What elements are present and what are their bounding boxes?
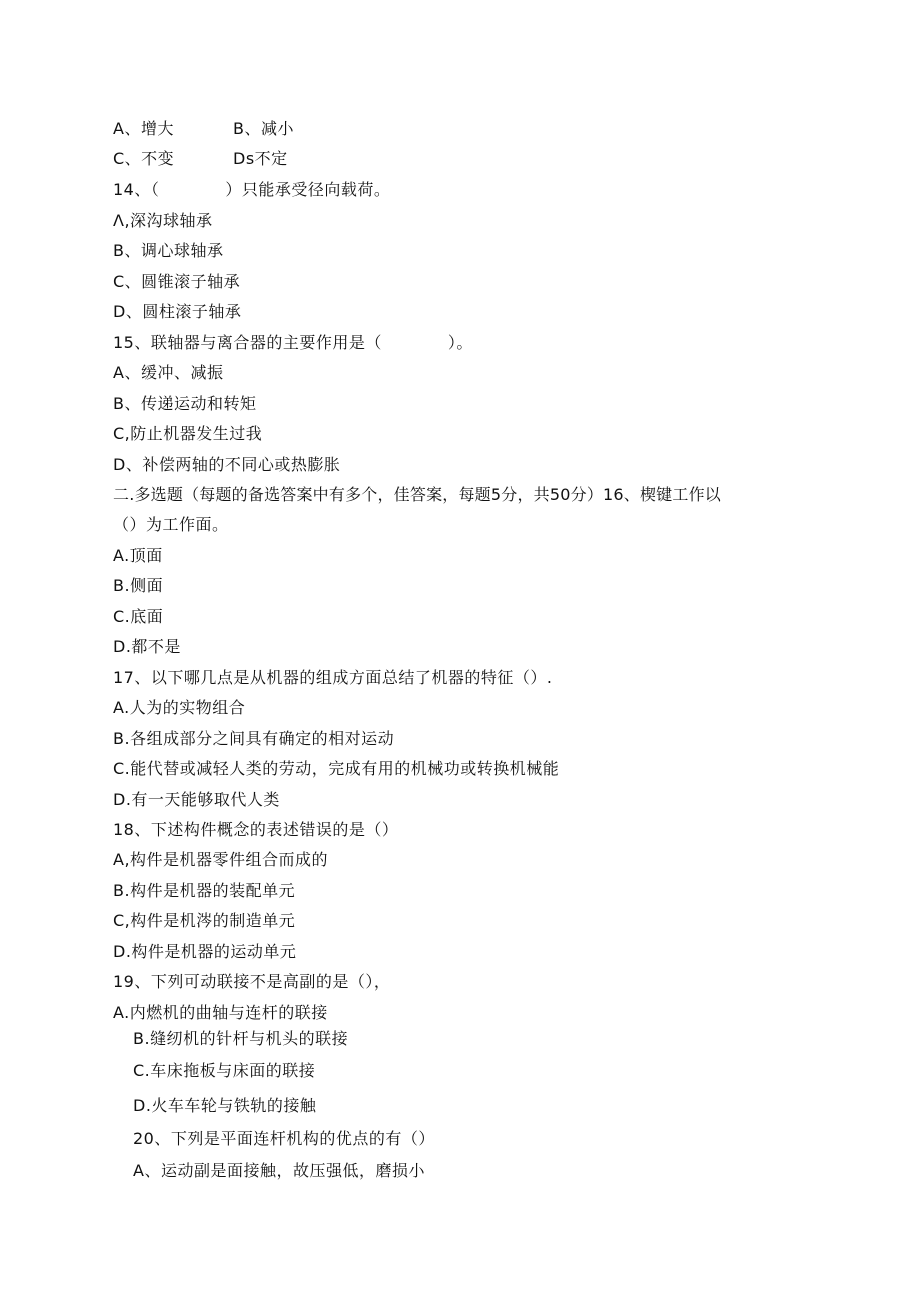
q15-option-a: A、缓冲、减振: [113, 363, 224, 382]
q16-option-c: C.底面: [113, 607, 164, 626]
option-d: Ds不定: [233, 149, 288, 168]
q19-option-c: C.车床拖板与床面的联接: [133, 1061, 316, 1080]
question-16-continued: （）为工作面。: [113, 515, 229, 534]
q17-option-d: D.有一天能够取代人类: [113, 790, 280, 809]
q14-option-b: B、调心球轴承: [113, 241, 224, 260]
q17-option-c: C.能代替或减轻人类的劳动，完成有用的机械功或转换机械能: [113, 759, 560, 778]
q19-option-a: A.内燃机的曲轴与连杆的联接: [113, 1003, 328, 1022]
option-a: A、增大: [113, 119, 174, 138]
q15-option-d: D、补偿两轴的不同心或热膨胀: [113, 455, 341, 474]
option-c: C、不变: [113, 149, 175, 168]
q14-option-c: C、圆锥滚子轴承: [113, 272, 241, 291]
question-19: 19、下列可动联接不是高副的是（），: [113, 972, 391, 991]
q15-option-b: B、传递运动和转矩: [113, 394, 257, 413]
question-15: 15、联轴器与离合器的主要作用是（ ）。: [113, 333, 473, 352]
q18-option-b: B.构件是机器的装配单元: [113, 881, 296, 900]
q18-option-d: D.构件是机器的运动单元: [113, 942, 297, 961]
section-heading-multiple-choice: 二.多选题（每题的备选答案中有多个，佳答案，每题5分，共50分）16、楔键工作以: [113, 485, 721, 504]
q16-option-b: B.侧面: [113, 576, 164, 595]
q16-option-d: D.都不是: [113, 637, 181, 656]
question-18: 18、下述构件概念的表述错误的是（）: [113, 820, 399, 839]
q14-option-d: D、圆柱滚子轴承: [113, 302, 242, 321]
option-b: B、减小: [233, 119, 294, 138]
q16-option-a: A.顶面: [113, 546, 163, 565]
q18-option-a: A,构件是机器零件组合而成的: [113, 850, 329, 869]
q20-option-a: A、运动副是面接触，故压强低，磨损小: [133, 1161, 425, 1180]
option-row-ab: [113, 118, 294, 140]
q18-option-c: C,构件是机涔的制造单元: [113, 911, 296, 930]
q14-option-a: Λ,深沟球轴承: [113, 211, 213, 230]
option-row-cd: [113, 148, 288, 170]
q19-option-b: B.缝纫机的针杆与机头的联接: [133, 1029, 349, 1048]
question-17: 17、以下哪几点是从机器的组成方面总结了机器的特征（）.: [113, 668, 553, 687]
question-20: 20、下列是平面连杆机构的优点的有（）: [133, 1129, 435, 1148]
question-14: 14、（ ）只能承受径向载荷。: [113, 180, 391, 199]
q17-option-b: B.各组成部分之间具有确定的相对运动: [113, 729, 395, 748]
q17-option-a: A.人为的实物组合: [113, 698, 246, 717]
q19-option-d: D.火车车轮与铁轨的接触: [133, 1096, 317, 1115]
q15-option-c: C,防止机器发生过我: [113, 424, 263, 443]
